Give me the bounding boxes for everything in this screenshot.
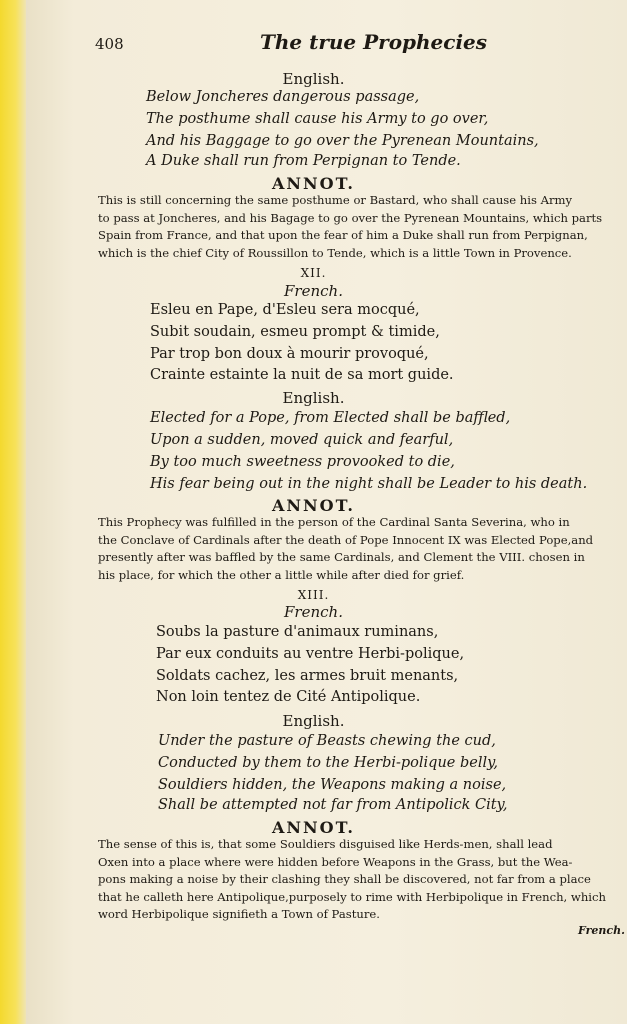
- verse-line: Par trop bon doux à mourir provoqué,: [150, 346, 429, 362]
- verse-line: Conducted by them to the Herbi-polique belly,: [158, 755, 498, 771]
- verse-line: And his Baggage to go over the Pyrenean Mountains,: [146, 133, 539, 149]
- running-head: The true Prophecies: [260, 30, 488, 54]
- verse-line: His fear being out in the night shall be Leader to his death.: [150, 476, 588, 492]
- verse-line: Elected for a Pope, from Elected shall be baffled,: [150, 410, 511, 426]
- annotation-paragraph: [98, 192, 618, 262]
- prophecy-number: XIII.: [297, 588, 330, 602]
- verse-line: Esleu en Pape, d'Esleu sera mocqué,: [150, 302, 420, 318]
- annot-heading: ANNOT.: [271, 818, 355, 837]
- annotation-line: This Prophecy was fulfilled in the person of the Cardinal Santa Severina, who in: [98, 515, 570, 529]
- verse-line: Subit soudain, esmeu prompt & timide,: [150, 324, 440, 340]
- annotation-paragraph: [98, 836, 618, 924]
- annotation-line: which is the chief City of Roussillon to Tende, which is a little Town in Provence.: [98, 245, 572, 260]
- annotation-line: word Herbipolique signifieth a Town of Pasture.: [98, 907, 380, 921]
- prophecy-number: XII.: [300, 266, 327, 280]
- page-number: 408: [95, 35, 124, 53]
- verse-line: Soubs la pasture d'animaux ruminans,: [156, 624, 439, 640]
- verse-line: Soldats cachez, les armes bruit menants,: [156, 668, 459, 684]
- verse-line: Par eux conduits au ventre Herbi-polique,: [156, 646, 465, 662]
- english-heading: English.: [282, 70, 345, 88]
- annotation-line: presently after was baffled by the same Cardinals, and Clement the VIII. chosen in: [98, 550, 585, 564]
- annotation-line: the Conclave of Cardinals after the death of Pope Innocent IX was Elected Pope,and: [98, 532, 594, 547]
- annotation-line: Oxen into a place where were hidden before Weapons in the Grass, but the Wea-: [98, 854, 573, 869]
- english-heading: English.: [282, 712, 345, 730]
- verse-line: Shall be attempted not far from Antipolick City,: [158, 797, 508, 813]
- verse-line: A Duke shall run from Perpignan to Tende.: [146, 153, 461, 169]
- verse-line: Crainte estainte la nuit de sa mort guide.: [150, 367, 454, 383]
- annotation-line: his place, for which the other a little while after died for grief.: [98, 567, 465, 582]
- verse-line: Souldiers hidden, the Weapons making a noise,: [158, 777, 507, 793]
- annotation-line: The sense of this is, that some Souldiers disguised like Herds-men, shall lead: [98, 837, 553, 851]
- annotation-paragraph: [98, 514, 618, 584]
- verse-line: The posthume shall cause his Army to go over,: [146, 111, 489, 127]
- verse-line: Upon a sudden, moved quick and fearful,: [150, 432, 454, 448]
- annotation-line: pons making a noise by their clashing they shall be discovered, not far from a place: [98, 872, 591, 886]
- verse-line: Under the pasture of Beasts chewing the cud,: [158, 733, 496, 749]
- annotation-line: This is still concerning the same posthume or Bastard, who shall cause his Army: [98, 193, 573, 207]
- annot-heading: ANNOT.: [271, 174, 355, 193]
- english-heading: English.: [282, 389, 345, 407]
- annotation-line: to pass at Joncheres, and his Bagage to go over the Pyrenean Mountains, which parts: [98, 210, 603, 225]
- verse-line: Non loin tentez de Cité Antipolique.: [156, 689, 421, 705]
- french-heading: French.: [284, 282, 343, 300]
- annotation-line: Spain from France, and that upon the fear of him a Duke shall run from Perpignan,: [98, 228, 588, 242]
- annot-heading: ANNOT.: [271, 496, 355, 515]
- french-heading: French.: [284, 603, 343, 621]
- verse-line: Below Joncheres dangerous passage,: [146, 89, 420, 105]
- catchword: French.: [578, 924, 625, 937]
- annotation-line: that he calleth here Antipolique,purposely to rime with Herbipolique in French, which: [98, 889, 606, 904]
- verse-line: By too much sweetness provooked to die,: [150, 454, 455, 470]
